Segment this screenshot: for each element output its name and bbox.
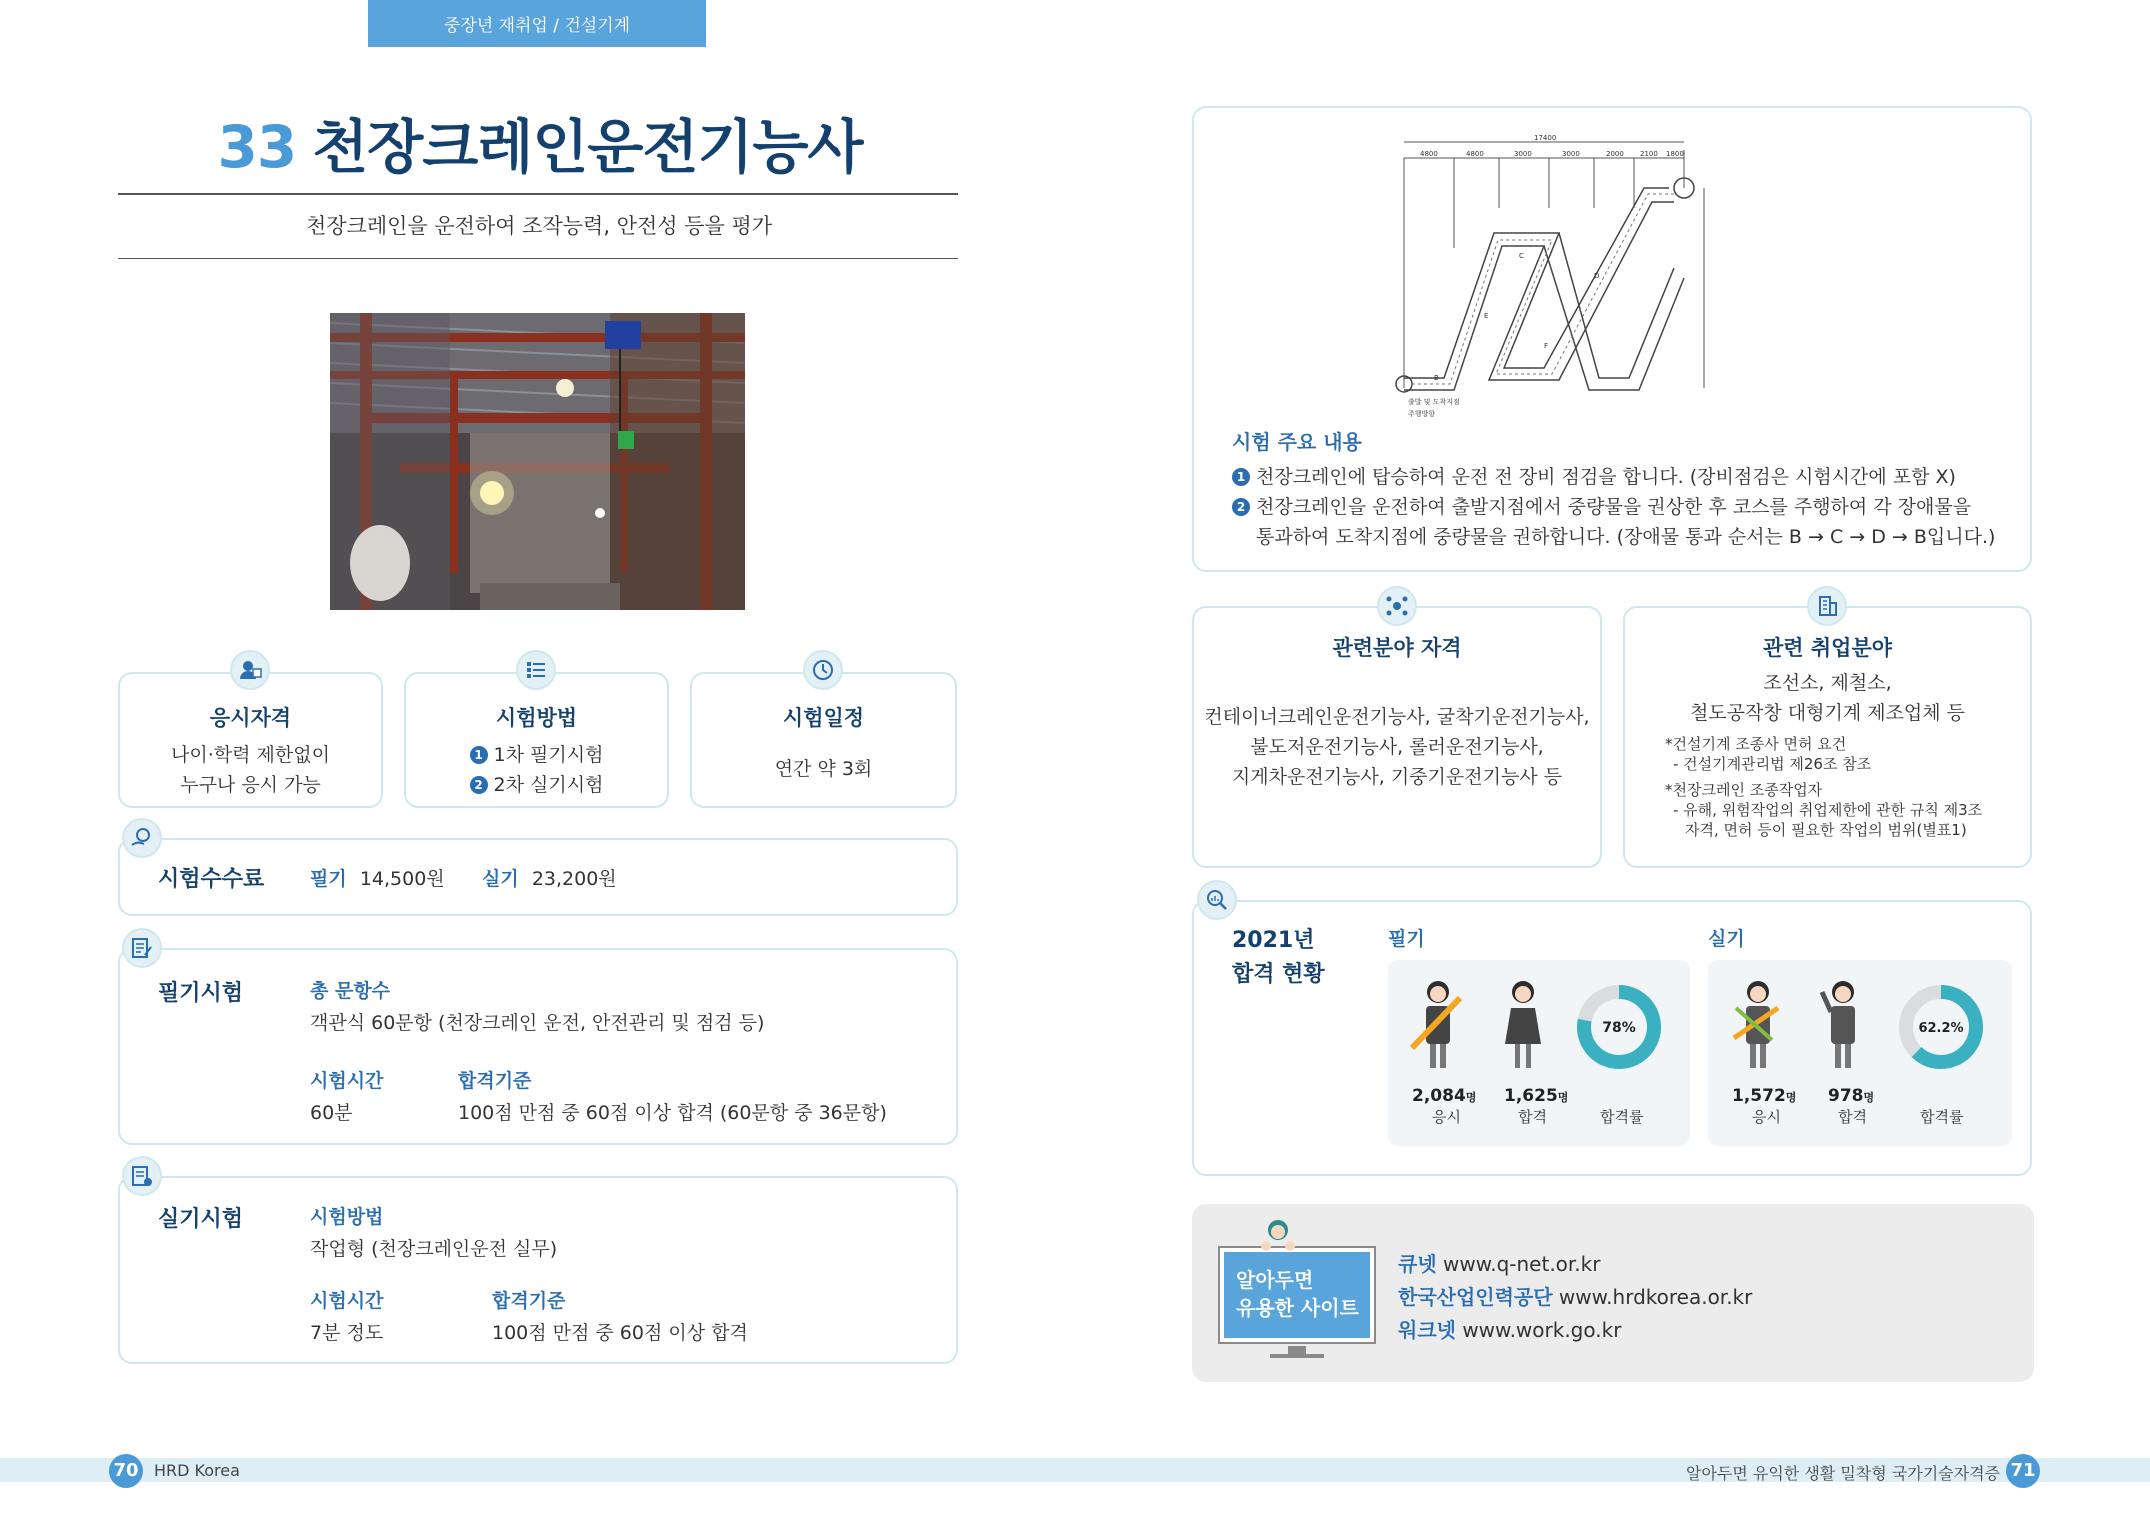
footer-left-text: HRD Korea xyxy=(154,1461,240,1480)
badge-two: 2 xyxy=(470,776,488,794)
building-icon xyxy=(1807,586,1847,626)
footer-right-text: 알아두면 유익한 생활 밀착형 국가기술자격증 xyxy=(1685,1464,2000,1483)
exam-content-item2 xyxy=(1232,492,1971,519)
title-divider-bottom xyxy=(118,258,958,259)
fee-practical xyxy=(482,864,617,891)
checklist-icon xyxy=(516,650,556,690)
dim-4: 3000 xyxy=(1562,150,1580,158)
coin-hand-icon xyxy=(122,818,162,858)
practical-passed-num: 978 xyxy=(1828,1086,1864,1106)
title-divider-top xyxy=(118,193,958,195)
method-line1 xyxy=(406,740,667,770)
schedule-title: 시험일정 xyxy=(782,706,865,730)
end-label: 주행방향 xyxy=(1408,410,1436,418)
network-icon xyxy=(1377,586,1417,626)
stats-written-label: 필기 xyxy=(1388,928,1425,950)
written-donut xyxy=(1574,982,1664,1072)
written-passed-num: 1,625 xyxy=(1504,1086,1558,1106)
site-qnet[interactable] xyxy=(1398,1248,1752,1281)
written-exam-card xyxy=(118,948,958,1145)
dim-6: 2100 xyxy=(1640,150,1658,158)
course-diagram xyxy=(1384,128,1804,418)
practical-time-value: 7분 정도 xyxy=(310,1322,384,1344)
sites-panel xyxy=(1192,1204,2034,1382)
fee-written xyxy=(310,864,445,891)
exam-content-item1-text: 천장크레인에 탑승하여 운전 전 장비 점검을 합니다. (장비점검은 시험시간에 포함 X) xyxy=(1256,466,1956,488)
related-line3: 지게차운전기능사, 기중기운전기능사 등 xyxy=(1231,766,1563,788)
site-hrdkorea-url[interactable]: www.hrdkorea.or.kr xyxy=(1558,1285,1753,1309)
document-pen-icon xyxy=(122,928,162,968)
eligibility-line2: 누구나 응시 가능 xyxy=(180,774,321,796)
jobs-note2: *천장크레인 조종작업자 xyxy=(1665,781,1823,799)
monitor-line1: 알아두면 xyxy=(1236,1268,1314,1292)
method-title: 시험방법 xyxy=(495,706,578,730)
title-number: 33 xyxy=(217,113,297,181)
written-passed xyxy=(1504,1086,1568,1106)
method-line1-text: 1차 필기시험 xyxy=(493,744,604,766)
man-waving-icon xyxy=(1818,978,1868,1078)
page-subtitle: 천장크레인을 운전하여 조작능력, 안전성 등을 평가 xyxy=(305,214,773,238)
letter-e: E xyxy=(1484,312,1489,320)
page-title xyxy=(120,100,960,184)
stats-practical-label: 실기 xyxy=(1708,928,1745,950)
practical-exam-card xyxy=(118,1176,958,1364)
related-line1: 컨테이너크레인운전기능사, 굴착기운전기능사, xyxy=(1204,706,1590,728)
fee-practical-label: 실기 xyxy=(482,868,519,890)
written-applicants xyxy=(1412,1086,1476,1106)
jobs-note2-sub1: - 유해, 위험작업의 취업제한에 관한 규칙 제3조 xyxy=(1673,801,1983,819)
method-card xyxy=(404,672,669,808)
jobs-card xyxy=(1623,606,2032,868)
method-line2-text: 2차 실기시험 xyxy=(493,774,604,796)
practical-method-label: 시험방법 xyxy=(310,1206,384,1228)
practical-method-value: 작업형 (천장크레인운전 실무) xyxy=(310,1238,558,1260)
method-line2 xyxy=(406,770,667,800)
related-title: 관련분야 자격 xyxy=(1332,636,1462,660)
jobs-note1-sub: - 건설기계관리법 제26조 참조 xyxy=(1673,755,1872,773)
practical-rate-label: 합격률 xyxy=(1920,1108,1964,1126)
practical-applicants-label: 응시 xyxy=(1752,1108,1781,1126)
practical-exam-title: 실기시험 xyxy=(158,1207,244,1232)
letter-b: B xyxy=(1434,374,1439,382)
jobs-note1: *건설기계 조종사 면허 요건 xyxy=(1665,735,1847,753)
practical-pass-value: 100점 만점 중 60점 이상 합격 xyxy=(492,1322,748,1344)
letter-c: C xyxy=(1519,252,1524,260)
stats-title xyxy=(1232,924,1325,992)
letter-d: D xyxy=(1594,272,1600,280)
practical-pass-label: 합격기준 xyxy=(492,1290,566,1312)
written-applicants-num: 2,084 xyxy=(1412,1086,1466,1106)
practical-applicants-unit: 명 xyxy=(1785,1091,1797,1104)
monitor-screen xyxy=(1220,1248,1374,1342)
practical-stats-panel xyxy=(1708,960,2012,1146)
site-list xyxy=(1398,1248,1752,1347)
exam-content-title: 시험 주요 내용 xyxy=(1232,430,1362,454)
related-card xyxy=(1192,606,1602,868)
written-passed-unit: 명 xyxy=(1557,1091,1569,1104)
document-gear-icon xyxy=(122,1156,162,1196)
practical-passed-label: 합격 xyxy=(1838,1108,1867,1126)
crane-photo xyxy=(330,313,745,610)
practical-applicants xyxy=(1732,1086,1796,1106)
written-questions-label: 총 문항수 xyxy=(310,980,391,1002)
practical-rate: 62.2% xyxy=(1918,1021,1964,1036)
site-hrdkorea[interactable] xyxy=(1398,1281,1752,1314)
woman-pencil-icon xyxy=(1408,978,1468,1078)
man-tools-icon xyxy=(1728,978,1788,1078)
related-line2: 불도저운전기능사, 롤러운전기능사, xyxy=(1250,736,1544,758)
practical-donut xyxy=(1896,982,1986,1072)
exam-content-item2-line1: 천장크레인을 운전하여 출발지점에서 중량물을 권상한 후 코스를 주행하여 각 장애물을 xyxy=(1256,496,1972,518)
person-icon xyxy=(230,650,270,690)
dim-total: 17400 xyxy=(1534,134,1557,142)
practical-passed xyxy=(1828,1086,1874,1106)
fee-written-value: 14,500원 xyxy=(359,868,445,890)
page-number-left: 70 xyxy=(109,1454,143,1488)
written-exam-title: 필기시험 xyxy=(158,981,244,1006)
exam-content-item2-line2: 통과하여 도착지점에 중량물을 권하합니다. (장애물 통과 순서는 B → C → D → B입니다.) xyxy=(1256,526,1996,548)
fee-written-label: 필기 xyxy=(310,868,347,890)
letter-f: F xyxy=(1544,342,1549,350)
woman-icon xyxy=(1498,978,1548,1078)
content-badge-one: 1 xyxy=(1232,468,1250,486)
stats-title-line1: 2021년 xyxy=(1232,928,1315,953)
dim-5: 2000 xyxy=(1606,150,1624,158)
exam-content-card xyxy=(1192,106,2032,572)
section-tab: 중장년 재취업 / 건설기계 xyxy=(368,0,706,47)
jobs-line1: 조선소, 제철소, xyxy=(1763,672,1892,694)
site-qnet-url[interactable]: www.q-net.or.kr xyxy=(1443,1252,1601,1276)
clock-icon xyxy=(803,650,843,690)
written-rate-label: 합격률 xyxy=(1600,1108,1644,1126)
monitor-base xyxy=(1270,1354,1324,1358)
monitor-line2: 유용한 사이트 xyxy=(1236,1296,1359,1320)
written-applicants-unit: 명 xyxy=(1465,1091,1477,1104)
dim-2: 4800 xyxy=(1466,150,1484,158)
eligibility-title: 응시자격 xyxy=(209,706,292,730)
practical-time-label: 시험시간 xyxy=(310,1290,384,1312)
stats-card xyxy=(1192,900,2032,1176)
badge-one: 1 xyxy=(470,746,488,764)
exam-content-item1 xyxy=(1232,462,1956,489)
start-label: 출발 및 도착지점 xyxy=(1408,398,1460,406)
schedule-card xyxy=(690,672,957,808)
jobs-line2: 철도공작창 대형기계 제조업체 등 xyxy=(1689,702,1966,724)
jobs-title: 관련 취업분야 xyxy=(1762,636,1893,660)
dim-7: 1800 xyxy=(1666,150,1684,158)
practical-applicants-num: 1,572 xyxy=(1732,1086,1786,1106)
dim-3: 3000 xyxy=(1514,150,1532,158)
eligibility-card xyxy=(118,672,383,808)
dim-1: 4800 xyxy=(1420,150,1438,158)
written-time-label: 시험시간 xyxy=(310,1070,384,1092)
schedule-line1: 연간 약 3회 xyxy=(774,758,873,780)
site-worknet-url[interactable]: www.work.go.kr xyxy=(1462,1318,1622,1342)
magnifier-chart-icon xyxy=(1197,880,1237,920)
fee-card xyxy=(118,838,958,916)
site-worknet-name: 워크넷 xyxy=(1398,1318,1456,1342)
site-hrdkorea-name: 한국산업인력공단 xyxy=(1398,1285,1553,1309)
fee-practical-value: 23,200원 xyxy=(531,868,617,890)
written-stats-panel xyxy=(1388,960,1690,1146)
written-pass-label: 합격기준 xyxy=(458,1070,532,1092)
written-rate: 78% xyxy=(1602,1020,1636,1036)
stats-title-line2: 합격 현황 xyxy=(1232,962,1325,987)
site-qnet-name: 큐넷 xyxy=(1398,1252,1437,1276)
title-name: 천장크레인운전기능사 xyxy=(312,113,863,181)
written-passed-label: 합격 xyxy=(1518,1108,1547,1126)
written-time-value: 60분 xyxy=(310,1102,353,1124)
content-badge-two: 2 xyxy=(1232,498,1250,516)
written-applicants-label: 응시 xyxy=(1432,1108,1461,1126)
fee-title: 시험수수료 xyxy=(158,867,265,892)
written-pass-value: 100점 만점 중 60점 이상 합격 (60문항 중 36문항) xyxy=(458,1102,887,1124)
jobs-note2-sub2: 자격, 면허 등이 필요한 작업의 범위(별표1) xyxy=(1685,821,1967,839)
practical-passed-unit: 명 xyxy=(1863,1091,1875,1104)
page-number-right: 71 xyxy=(2006,1454,2040,1488)
site-worknet[interactable] xyxy=(1398,1314,1752,1347)
person-peeking-icon xyxy=(1248,1216,1308,1252)
written-questions-value: 객관식 60문항 (천장크레인 운전, 안전관리 및 점검 등) xyxy=(310,1012,765,1034)
eligibility-line1: 나이·학력 제한없이 xyxy=(171,744,330,766)
